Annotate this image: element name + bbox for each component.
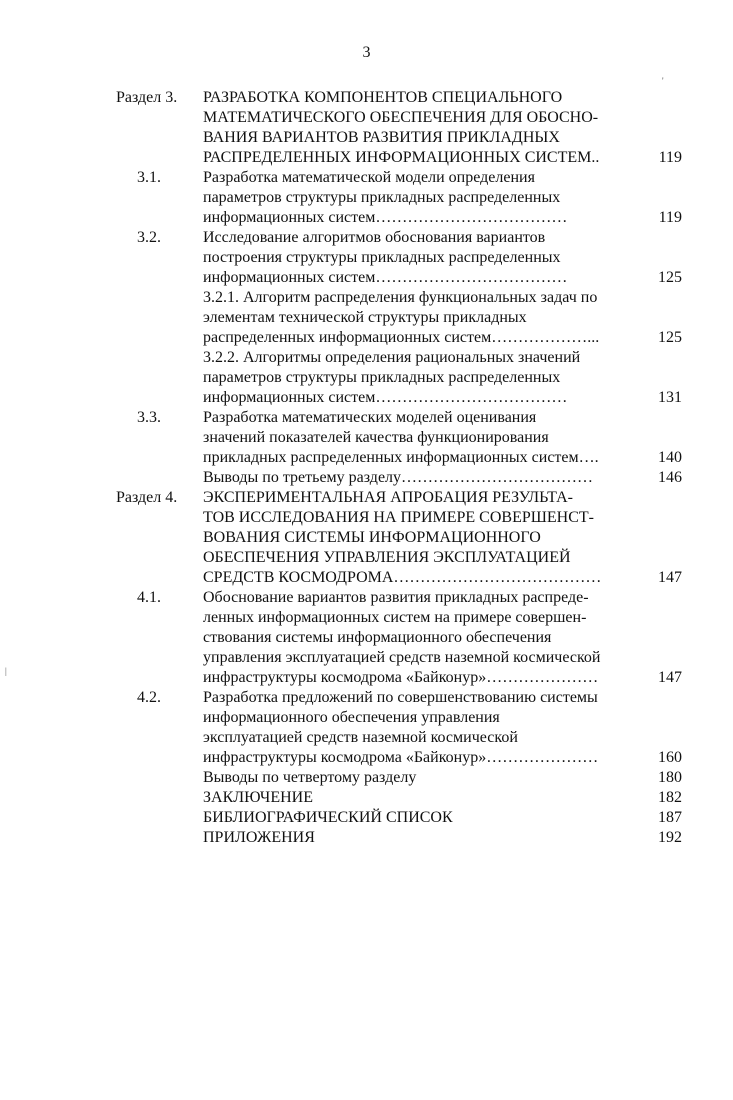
toc-text: 3.2.2. Алгоритмы определения рациональных значений [203,349,581,366]
toc-text: ленных информационных систем на примере совершен- [203,609,587,626]
toc-line [0,488,733,508]
toc-text: РАСПРЕДЕЛЕННЫХ ИНФОРМАЦИОННЫХ СИСТЕМ.. [203,149,600,166]
toc-line [0,428,733,448]
toc-line [0,328,733,348]
toc-text: СРЕДСТВ КОСМОДРОМА………………………………… [203,569,602,586]
toc-text: параметров структуры прикладных распределенных [203,369,561,386]
page-number: 3 [362,44,371,61]
toc-text: параметров структуры прикладных распределенных [203,189,561,206]
toc-line [0,468,733,488]
toc-line [0,808,733,828]
toc-text: Разработка математической модели определения [203,169,535,186]
toc-page-number: 146 [658,469,682,486]
toc-text: Выводы по третьему разделу……………………………… [203,469,594,486]
toc-line [0,108,733,128]
toc-text: ПРИЛОЖЕНИЯ [203,829,315,846]
toc-label: 4.1. [137,589,161,606]
toc-page-number: 119 [658,209,682,226]
toc-line [0,728,733,748]
toc-line [0,528,733,548]
toc-line [0,408,733,428]
toc-line [0,348,733,368]
toc-text: прикладных распределенных информационных систем…. [203,449,599,466]
toc-text: 3.2.1. Алгоритм распределения функциональных задач по [203,289,598,306]
toc-text: информационного обеспечения управления [203,709,500,726]
scan-mark: | [5,666,7,676]
toc-page-number: 187 [658,809,682,826]
toc-text: Разработка математических моделей оценивания [203,409,537,426]
toc-label: 3.2. [137,229,161,246]
toc-text: ЗАКЛЮЧЕНИЕ [203,789,313,806]
toc-line [0,308,733,328]
toc-line [0,148,733,168]
toc-text: Разработка предложений по совершенствованию системы [203,689,598,706]
toc-line [0,128,733,148]
toc-label: 3.1. [137,169,161,186]
toc-text: инфраструктуры космодрома «Байконур»………………… [203,669,599,686]
toc-page-number: 192 [658,829,682,846]
toc-line [0,228,733,248]
toc-text: информационных систем……………………………… [203,269,568,286]
toc-line [0,788,733,808]
toc-text: ОБЕСПЕЧЕНИЯ УПРАВЛЕНИЯ ЭКСПЛУАТАЦИЕЙ [203,549,571,566]
toc-line [0,268,733,288]
toc-text: Исследование алгоритмов обоснования вариантов [203,229,546,246]
toc-text: инфраструктуры космодрома «Байконур»………………… [203,749,599,766]
toc-line [0,748,733,768]
toc-page-number: 125 [658,269,682,286]
toc-label: 4.2. [137,689,161,706]
toc-text: элементам технической структуры прикладных [203,309,527,326]
toc-line [0,188,733,208]
toc-text: управления эксплуатацией средств наземной космической [203,649,601,666]
toc-page-number: 125 [658,329,682,346]
toc-text: Обоснование вариантов развития прикладных распреде- [203,589,589,606]
toc-text: РАЗРАБОТКА КОМПОНЕНТОВ СПЕЦИАЛЬНОГО [203,89,563,106]
toc-text: эксплуатацией средств наземной космической [203,729,518,746]
toc-label: Раздел 4. [116,489,178,506]
toc-line [0,768,733,788]
toc-text: ВАНИЯ ВАРИАНТОВ РАЗВИТИЯ ПРИКЛАДНЫХ [203,129,560,146]
toc-line [0,688,733,708]
toc-line [0,248,733,268]
toc-line [0,668,733,688]
toc-page-number: 160 [658,749,682,766]
toc-page-number: 140 [658,449,682,466]
toc-line [0,648,733,668]
toc-page-number: 180 [658,769,682,786]
toc-line [0,208,733,228]
toc-line [0,88,733,108]
toc-text: ВОВАНИЯ СИСТЕМЫ ИНФОРМАЦИОННОГО [203,529,541,546]
toc-text: Выводы по четвертому разделу [203,769,417,786]
toc-line [0,588,733,608]
toc-text: ЭКСПЕРИМЕНТАЛЬНАЯ АПРОБАЦИЯ РЕЗУЛЬТА- [203,489,573,506]
toc-line [0,388,733,408]
toc-line [0,608,733,628]
toc-text: ТОВ ИССЛЕДОВАНИЯ НА ПРИМЕРЕ СОВЕРШЕНСТ- [203,509,594,526]
toc-text: МАТЕМАТИЧЕСКОГО ОБЕСПЕЧЕНИЯ ДЛЯ ОБОСНО- [203,109,599,126]
toc-page-number: 182 [658,789,682,806]
toc-line [0,168,733,188]
toc-text: БИБЛИОГРАФИЧЕСКИЙ СПИСОК [203,809,453,826]
toc-page-number: 131 [658,389,682,406]
toc-text: значений показателей качества функционирования [203,429,549,446]
toc-text: ствования системы информационного обеспечения [203,629,552,646]
toc-line [0,708,733,728]
toc-page-number: 147 [658,569,682,586]
toc-label: 3.3. [137,409,161,426]
toc-line [0,508,733,528]
toc-line [0,828,733,848]
toc-text: информационных систем……………………………… [203,389,568,406]
toc-line [0,368,733,388]
toc-line [0,288,733,308]
toc-text: построения структуры прикладных распределенных [203,249,561,266]
toc-text: распределенных информационных систем………………... [203,329,600,346]
toc-line [0,548,733,568]
toc-label: Раздел 3. [116,89,178,106]
toc-line [0,448,733,468]
toc-line [0,628,733,648]
toc-text: информационных систем……………………………… [203,209,568,226]
toc-page-number: 119 [658,149,682,166]
toc-page-number: 147 [658,669,682,686]
toc-line [0,568,733,588]
scan-mark: ' [662,76,664,86]
